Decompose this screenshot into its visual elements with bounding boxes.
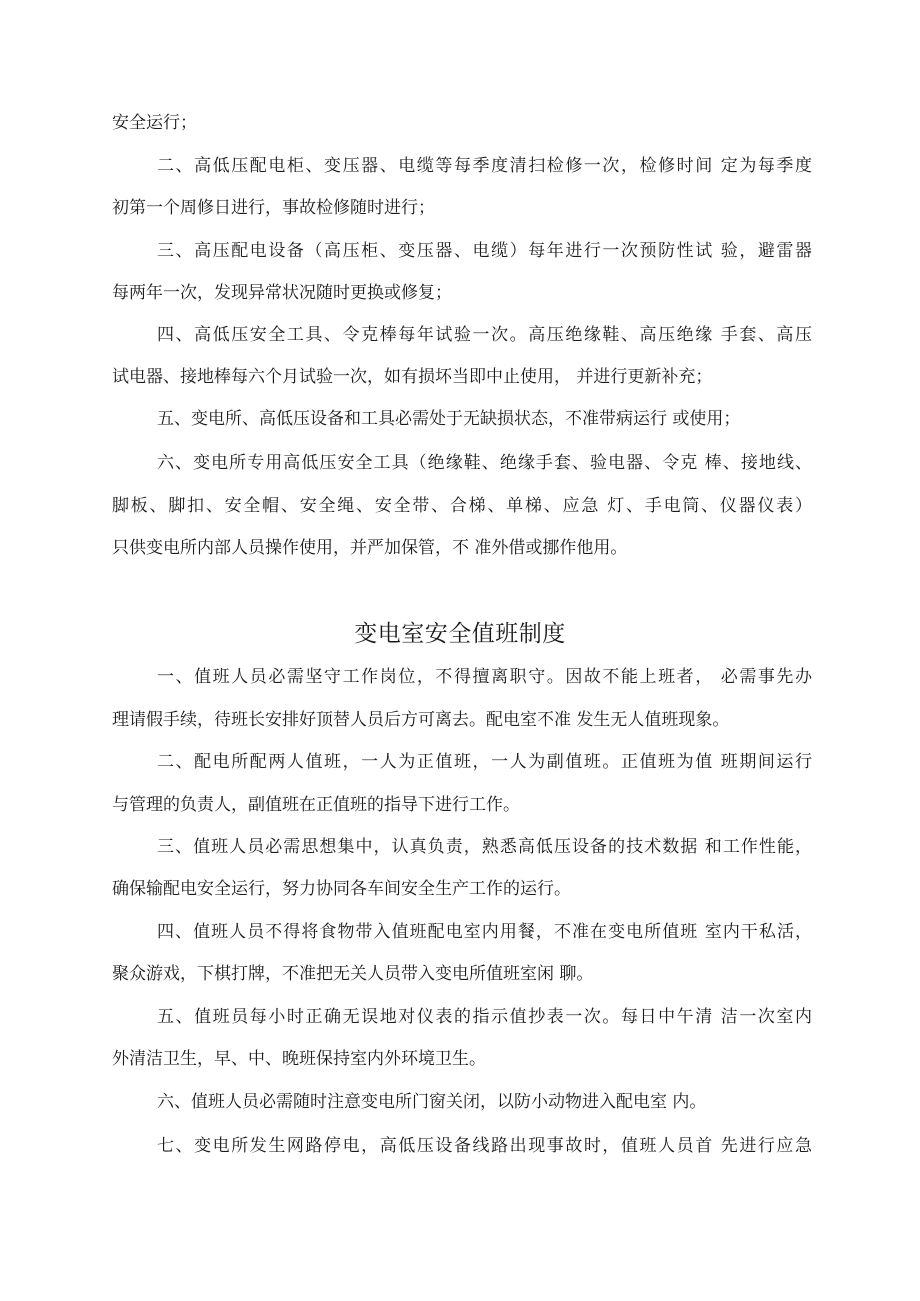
paragraph-line: 六、变电所专用高低压安全工具（绝缘鞋、绝缘手套、验电器、令克 棒、接地线、 [157,453,812,473]
paragraph-line: 三、值班人员必需思想集中，认真负责，熟悉高低压设备的技术数据 和工作性能， [157,837,812,857]
continuation-line: 安全运行； [112,113,197,133]
paragraph-line: 三、高压配电设备（高压柜、变压器、电缆）每年进行一次预防性试 验，避雷器 [157,241,812,261]
paragraph-line: 二、高低压配电柜、变压器、电缆等每季度清扫检修一次，检修时间 定为每季度 [157,156,812,176]
paragraph-line: 试电器、接地棒每六个月试验一次，如有损坏当即中止使用， 并进行更新补充； [112,367,713,387]
paragraph-line: 六、值班人员必需随时注意变电所门窗关闭，以防小动物进入配电室 内。 [157,1092,707,1112]
section-title: 变电室安全值班制度 [354,621,566,647]
paragraph-line: 五、值班员每小时正确无误地对仪表的指示值抄表一次。每日中午清 洁一次室内 [157,1007,812,1027]
paragraph-line: 二、配电所配两人值班，一人为正值班，一人为副值班。正值班为值 班期间运行 [157,752,812,772]
paragraph-line: 一、值班人员必需坚守工作岗位，不得擅离职守。因故不能上班者， 必需事先办 [157,667,812,687]
paragraph-line: 确保输配电安全运行，努力协同各车间安全生产工作的运行。 [112,879,571,899]
paragraph-line: 只供变电所内部人员操作使用，并严加保管，不 准外借或挪作他用。 [112,538,628,558]
paragraph-line: 四、高低压安全工具、令克棒每年试验一次。高压绝缘鞋、高压绝缘 手套、高压 [157,325,812,345]
paragraph-line: 七、变电所发生网路停电，高低压设备线路出现事故时，值班人员首 先进行应急 [157,1136,812,1156]
paragraph-line: 脚板、脚扣、安全帽、安全绳、安全带、合梯、单梯、应急 灯、手电筒、仪器仪表） [112,496,812,516]
paragraph-line: 聚众游戏，下棋打牌，不准把无关人员带入变电所值班室闲 聊。 [112,964,594,984]
paragraph-line: 四、值班人员不得将食物带入值班配电室内用餐，不准在变电所值班 室内干私活， [157,922,812,942]
paragraph-line: 初第一个周修日进行，事故检修随时进行； [112,198,435,218]
paragraph-line: 与管理的负责人，副值班在正值班的指导下进行工作。 [112,795,520,815]
paragraph-line: 每两年一次，发现异常状况随时更换或修复； [112,283,452,303]
paragraph-line: 五、变电所、高低压设备和工具必需处于无缺损状态，不准带病运行 或使用； [157,409,741,429]
paragraph-line: 理请假手续，待班长安排好顶替人员后方可离去。配电室不准 发生无人值班现象。 [112,710,730,730]
paragraph-line: 外清洁卫生，早、中、晚班保持室内外环境卫生。 [112,1049,486,1069]
